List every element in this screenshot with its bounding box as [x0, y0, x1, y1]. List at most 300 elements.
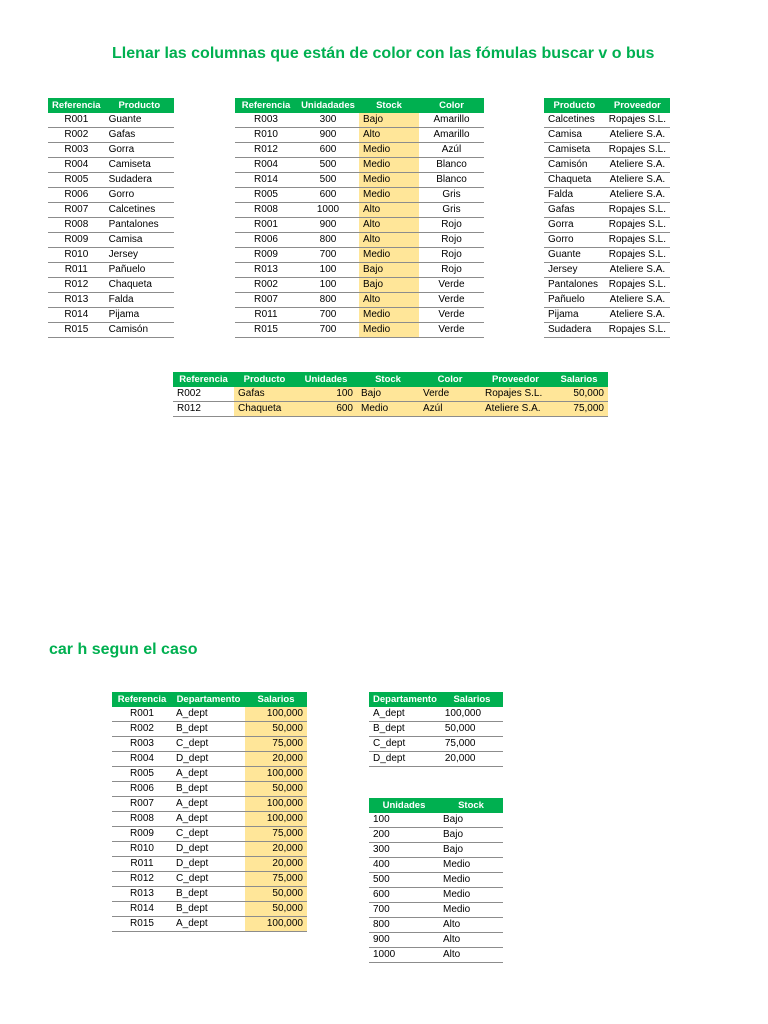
referencia-cell[interactable]: R007	[235, 293, 297, 308]
referencia-cell[interactable]: R014	[48, 308, 105, 323]
referencia-cell[interactable]: R003	[48, 143, 105, 158]
table-row	[544, 308, 670, 323]
header-unidadades: Unidadades	[297, 98, 359, 113]
producto-cell[interactable]: Gafas	[544, 203, 605, 218]
salarios-cell[interactable]: 20,000	[245, 857, 307, 872]
producto-cell[interactable]: Chaqueta	[234, 402, 295, 417]
table-row	[369, 722, 503, 737]
color-cell[interactable]: Verde	[419, 308, 484, 323]
stock-cell[interactable]: Medio	[357, 402, 419, 417]
departamento-cell[interactable]: B_dept	[172, 887, 245, 902]
table-row	[112, 857, 307, 872]
table-row	[369, 948, 503, 963]
unidades-cell[interactable]: 800	[369, 918, 439, 933]
unidades-cell[interactable]: 100	[369, 813, 439, 828]
ref-producto-table	[48, 98, 174, 338]
table-row	[544, 203, 670, 218]
salarios-cell[interactable]: 50,000	[550, 387, 608, 402]
unidades-cell[interactable]: 700	[369, 903, 439, 918]
departamento-cell[interactable]: B_dept	[172, 902, 245, 917]
unidades-cell[interactable]: 100	[297, 278, 359, 293]
proveedor-cell[interactable]: Ateliere S.A.	[605, 308, 670, 323]
salarios-cell[interactable]: 50,000	[245, 782, 307, 797]
table-row	[369, 707, 503, 722]
producto-cell[interactable]: Pantalones	[105, 218, 174, 233]
table-row	[235, 308, 484, 323]
stock-cell[interactable]: Medio	[359, 143, 419, 158]
stock-cell[interactable]: Medio	[439, 903, 503, 918]
stock-cell[interactable]: Medio	[439, 888, 503, 903]
unidades-cell[interactable]: 900	[369, 933, 439, 948]
table-row	[48, 173, 174, 188]
table-row	[112, 827, 307, 842]
departamento-cell[interactable]: C_dept	[369, 737, 441, 752]
color-cell[interactable]: Verde	[419, 387, 481, 402]
table-row	[544, 248, 670, 263]
table-row	[112, 797, 307, 812]
unidades-cell[interactable]: 700	[297, 308, 359, 323]
referencia-cell[interactable]: R002	[48, 128, 105, 143]
salarios-cell[interactable]: 75,000	[245, 737, 307, 752]
table-row	[544, 113, 670, 128]
table-row	[235, 158, 484, 173]
unidades-cell[interactable]: 300	[297, 113, 359, 128]
stock-cell[interactable]: Medio	[359, 308, 419, 323]
color-cell[interactable]: Amarillo	[419, 113, 484, 128]
referencia-cell[interactable]: R004	[235, 158, 297, 173]
referencia-cell[interactable]: R011	[235, 308, 297, 323]
producto-cell[interactable]: Pañuelo	[105, 263, 174, 278]
color-cell[interactable]: Rojo	[419, 248, 484, 263]
departamento-cell[interactable]: B_dept	[369, 722, 441, 737]
color-cell[interactable]: Blanco	[419, 173, 484, 188]
salarios-cell[interactable]: 100,000	[245, 707, 307, 722]
unidades-stock-table	[369, 798, 503, 963]
stock-cell[interactable]: Bajo	[439, 813, 503, 828]
salarios-cell[interactable]: 100,000	[245, 812, 307, 827]
table-row	[235, 218, 484, 233]
unidades-cell[interactable]: 400	[369, 858, 439, 873]
producto-cell[interactable]: Sudadera	[544, 323, 605, 338]
stock-cell[interactable]: Alto	[439, 933, 503, 948]
unidades-cell[interactable]: 1000	[369, 948, 439, 963]
table-row	[112, 737, 307, 752]
unidades-cell[interactable]: 800	[297, 233, 359, 248]
stock-cell[interactable]: Bajo	[357, 387, 419, 402]
producto-cell[interactable]: Jersey	[544, 263, 605, 278]
referencia-cell[interactable]: R007	[48, 203, 105, 218]
referencia-cell[interactable]: R001	[235, 218, 297, 233]
stock-cell[interactable]: Alto	[359, 203, 419, 218]
producto-cell[interactable]: Gafas	[234, 387, 295, 402]
producto-cell[interactable]: Gorro	[105, 188, 174, 203]
producto-cell[interactable]: Pijama	[105, 308, 174, 323]
table-row	[48, 308, 174, 323]
table-row	[369, 813, 503, 828]
unidades-cell[interactable]: 600	[297, 188, 359, 203]
departamento-cell[interactable]: A_dept	[172, 812, 245, 827]
stock-cell[interactable]: Bajo	[359, 278, 419, 293]
producto-cell[interactable]: Falda	[544, 188, 605, 203]
table-row	[48, 143, 174, 158]
table-row	[48, 113, 174, 128]
table-row	[112, 722, 307, 737]
proveedor-cell[interactable]: Ropajes S.L.	[605, 233, 670, 248]
table-row	[48, 218, 174, 233]
table-row	[48, 323, 174, 338]
departamento-cell[interactable]: C_dept	[172, 737, 245, 752]
header-color: Color	[419, 372, 481, 387]
proveedor-cell[interactable]: Ateliere S.A.	[605, 263, 670, 278]
color-cell[interactable]: Azúl	[419, 402, 481, 417]
salarios-cell[interactable]: 20,000	[441, 752, 503, 767]
header-proveedor: Proveedor	[481, 372, 550, 387]
stock-cell[interactable]: Alto	[439, 918, 503, 933]
referencia-cell[interactable]: R003	[112, 737, 172, 752]
table-row	[544, 173, 670, 188]
header-stock: Stock	[359, 98, 419, 113]
table-row	[544, 323, 670, 338]
table-row	[235, 143, 484, 158]
table-row	[235, 263, 484, 278]
stock-cell[interactable]: Medio	[359, 188, 419, 203]
referencia-cell[interactable]: R005	[48, 173, 105, 188]
producto-cell[interactable]: Gorra	[544, 218, 605, 233]
producto-cell[interactable]: Falda	[105, 293, 174, 308]
unidades-cell[interactable]: 600	[297, 143, 359, 158]
table-row	[112, 842, 307, 857]
proveedor-cell[interactable]: Ateliere S.A.	[605, 128, 670, 143]
producto-cell[interactable]: Calcetines	[544, 113, 605, 128]
proveedor-cell[interactable]: Ateliere S.A.	[605, 293, 670, 308]
header-color: Color	[419, 98, 484, 113]
referencia-cell[interactable]: R002	[173, 387, 234, 402]
referencia-cell[interactable]: R010	[112, 842, 172, 857]
salarios-cell[interactable]: 100,000	[245, 917, 307, 932]
header-producto: Producto	[105, 98, 174, 113]
departamento-cell[interactable]: A_dept	[172, 707, 245, 722]
proveedor-cell[interactable]: Ateliere S.A.	[605, 188, 670, 203]
table-row	[544, 278, 670, 293]
salarios-cell[interactable]: 100,000	[245, 767, 307, 782]
salarios-cell[interactable]: 20,000	[245, 752, 307, 767]
referencia-cell[interactable]: R001	[48, 113, 105, 128]
unidades-cell[interactable]: 900	[297, 128, 359, 143]
unidades-cell[interactable]: 500	[369, 873, 439, 888]
departamento-cell[interactable]: A_dept	[172, 767, 245, 782]
departamento-cell[interactable]: A_dept	[172, 917, 245, 932]
salarios-cell[interactable]: 50,000	[441, 722, 503, 737]
referencia-cell[interactable]: R014	[235, 173, 297, 188]
referencia-cell[interactable]: R004	[112, 752, 172, 767]
unidades-cell[interactable]: 500	[297, 158, 359, 173]
stock-cell[interactable]: Medio	[359, 158, 419, 173]
unidades-cell[interactable]: 900	[297, 218, 359, 233]
producto-cell[interactable]: Guante	[105, 113, 174, 128]
instructions-title: Llenar las columnas que están de color con las fómulas buscar v o bus	[112, 45, 655, 62]
salarios-cell[interactable]: 50,000	[245, 902, 307, 917]
departamento-cell[interactable]: C_dept	[172, 827, 245, 842]
referencia-cell[interactable]: R015	[235, 323, 297, 338]
proveedor-cell[interactable]: Ropajes S.L.	[605, 143, 670, 158]
departamento-cell[interactable]: A_dept	[172, 797, 245, 812]
table-row	[544, 218, 670, 233]
table-row	[48, 263, 174, 278]
table-row	[235, 323, 484, 338]
referencia-cell[interactable]: R013	[235, 263, 297, 278]
table-row	[48, 128, 174, 143]
producto-cell[interactable]: Camisa	[105, 233, 174, 248]
salarios-cell[interactable]: 50,000	[245, 722, 307, 737]
unidades-cell[interactable]: 600	[369, 888, 439, 903]
header-stock: Stock	[357, 372, 419, 387]
color-cell[interactable]: Amarillo	[419, 128, 484, 143]
color-cell[interactable]: Azúl	[419, 143, 484, 158]
salarios-cell[interactable]: 75,000	[550, 402, 608, 417]
color-cell[interactable]: Rojo	[419, 218, 484, 233]
referencia-cell[interactable]: R015	[112, 917, 172, 932]
producto-cell[interactable]: Guante	[544, 248, 605, 263]
header-salarios: Salarios	[441, 692, 503, 707]
table-row	[369, 752, 503, 767]
table-row	[48, 248, 174, 263]
header-unidades: Unidades	[369, 798, 439, 813]
instructions-title-continued: car h segun el caso	[49, 641, 198, 658]
table-row	[48, 158, 174, 173]
unidades-cell[interactable]: 600	[295, 402, 357, 417]
producto-cell[interactable]: Camisa	[544, 128, 605, 143]
table-row	[112, 782, 307, 797]
referencia-cell[interactable]: R012	[48, 278, 105, 293]
referencia-cell[interactable]: R002	[235, 278, 297, 293]
stock-cell[interactable]: Alto	[359, 293, 419, 308]
referencia-cell[interactable]: R011	[112, 857, 172, 872]
table-row	[235, 173, 484, 188]
unidades-cell[interactable]: 200	[369, 828, 439, 843]
producto-cell[interactable]: Camisón	[544, 158, 605, 173]
header-departamento: Departamento	[369, 692, 441, 707]
salarios-cell[interactable]: 20,000	[245, 842, 307, 857]
referencia-cell[interactable]: R007	[112, 797, 172, 812]
referencia-cell[interactable]: R012	[235, 143, 297, 158]
referencia-cell[interactable]: R009	[48, 233, 105, 248]
color-cell[interactable]: Verde	[419, 278, 484, 293]
referencia-cell[interactable]: R009	[112, 827, 172, 842]
table-row	[48, 233, 174, 248]
proveedor-cell[interactable]: Ateliere S.A.	[605, 173, 670, 188]
referencia-cell[interactable]: R011	[48, 263, 105, 278]
stock-cell[interactable]: Medio	[439, 873, 503, 888]
referencia-cell[interactable]: R012	[112, 872, 172, 887]
header-departamento: Departamento	[172, 692, 245, 707]
summary-table	[173, 372, 608, 417]
referencia-cell[interactable]: R006	[235, 233, 297, 248]
stock-cell[interactable]: Bajo	[359, 263, 419, 278]
table-row	[544, 233, 670, 248]
table-row	[369, 873, 503, 888]
header-referencia: Referencia	[173, 372, 234, 387]
salarios-cell[interactable]: 100,000	[245, 797, 307, 812]
unidades-cell[interactable]: 700	[297, 323, 359, 338]
table-row	[235, 278, 484, 293]
stock-cell[interactable]: Medio	[439, 858, 503, 873]
table-row	[173, 387, 608, 402]
table-row	[369, 933, 503, 948]
producto-cell[interactable]: Camisón	[105, 323, 174, 338]
referencia-cell[interactable]: R010	[235, 128, 297, 143]
producto-cell[interactable]: Jersey	[105, 248, 174, 263]
table-row	[544, 128, 670, 143]
color-cell[interactable]: Gris	[419, 188, 484, 203]
unidades-cell[interactable]: 100	[295, 387, 357, 402]
table-row	[48, 188, 174, 203]
salarios-cell[interactable]: 75,000	[441, 737, 503, 752]
proveedor-cell[interactable]: Ateliere S.A.	[605, 158, 670, 173]
referencia-cell[interactable]: R010	[48, 248, 105, 263]
table-row	[544, 143, 670, 158]
referencia-cell[interactable]: R003	[235, 113, 297, 128]
header-stock: Stock	[439, 798, 503, 813]
unidades-cell[interactable]: 100	[297, 263, 359, 278]
color-cell[interactable]: Verde	[419, 293, 484, 308]
referencia-cell[interactable]: R013	[112, 887, 172, 902]
table-row	[544, 158, 670, 173]
referencia-cell[interactable]: R008	[235, 203, 297, 218]
table-row	[112, 752, 307, 767]
producto-cell[interactable]: Chaqueta	[105, 278, 174, 293]
producto-cell[interactable]: Camiseta	[544, 143, 605, 158]
departamento-cell[interactable]: D_dept	[172, 857, 245, 872]
stock-cell[interactable]: Medio	[359, 173, 419, 188]
referencia-cell[interactable]: R015	[48, 323, 105, 338]
salarios-cell[interactable]: 75,000	[245, 872, 307, 887]
proveedor-cell[interactable]: Ropajes S.L.	[605, 248, 670, 263]
stock-cell[interactable]: Alto	[359, 233, 419, 248]
departamento-cell[interactable]: D_dept	[172, 752, 245, 767]
stock-cell[interactable]: Medio	[359, 248, 419, 263]
table-row	[544, 263, 670, 278]
table-row	[112, 917, 307, 932]
salarios-cell[interactable]: 100,000	[441, 707, 503, 722]
unidades-cell[interactable]: 300	[369, 843, 439, 858]
referencia-cell[interactable]: R005	[235, 188, 297, 203]
header-salarios: Salarios	[245, 692, 307, 707]
referencia-cell[interactable]: R008	[112, 812, 172, 827]
departamento-cell[interactable]: D_dept	[172, 842, 245, 857]
referencia-cell[interactable]: R004	[48, 158, 105, 173]
stock-cell[interactable]: Alto	[359, 128, 419, 143]
header-referencia: Referencia	[235, 98, 297, 113]
producto-proveedor-table	[544, 98, 670, 338]
header-salarios: Salarios	[550, 372, 608, 387]
proveedor-cell[interactable]: Ropajes S.L.	[605, 278, 670, 293]
unidades-cell[interactable]: 500	[297, 173, 359, 188]
table-row	[48, 293, 174, 308]
unidades-cell[interactable]: 800	[297, 293, 359, 308]
referencia-cell[interactable]: R014	[112, 902, 172, 917]
referencia-cell[interactable]: R002	[112, 722, 172, 737]
referencia-cell[interactable]: R009	[235, 248, 297, 263]
table-row	[544, 188, 670, 203]
referencia-cell[interactable]: R005	[112, 767, 172, 782]
departamento-cell[interactable]: B_dept	[172, 782, 245, 797]
unidades-cell[interactable]: 700	[297, 248, 359, 263]
producto-cell[interactable]: Sudadera	[105, 173, 174, 188]
table-row	[235, 248, 484, 263]
departamento-cell[interactable]: C_dept	[172, 872, 245, 887]
producto-cell[interactable]: Chaqueta	[544, 173, 605, 188]
dept-salarios-table	[369, 692, 503, 767]
referencia-cell[interactable]: R006	[48, 188, 105, 203]
color-cell[interactable]: Gris	[419, 203, 484, 218]
referencia-cell[interactable]: R013	[48, 293, 105, 308]
producto-cell[interactable]: Pijama	[544, 308, 605, 323]
table-row	[235, 113, 484, 128]
header-producto: Producto	[544, 98, 605, 113]
header-referencia: Referencia	[112, 692, 172, 707]
unidades-cell[interactable]: 1000	[297, 203, 359, 218]
stock-cell[interactable]: Alto	[439, 948, 503, 963]
departamento-cell[interactable]: A_dept	[369, 707, 441, 722]
stock-cell[interactable]: Medio	[359, 323, 419, 338]
table-row	[369, 858, 503, 873]
proveedor-cell[interactable]: Ropajes S.L.	[605, 323, 670, 338]
color-cell[interactable]: Verde	[419, 323, 484, 338]
proveedor-cell[interactable]: Ropajes S.L.	[605, 218, 670, 233]
departamento-cell[interactable]: B_dept	[172, 722, 245, 737]
proveedor-cell[interactable]: Ropajes S.L.	[605, 203, 670, 218]
table-row	[48, 278, 174, 293]
departamento-cell[interactable]: D_dept	[369, 752, 441, 767]
referencia-cell[interactable]: R001	[112, 707, 172, 722]
table-row	[235, 293, 484, 308]
producto-cell[interactable]: Camiseta	[105, 158, 174, 173]
table-row	[112, 767, 307, 782]
color-cell[interactable]: Rojo	[419, 233, 484, 248]
salarios-cell[interactable]: 75,000	[245, 827, 307, 842]
proveedor-cell[interactable]: Ropajes S.L.	[605, 113, 670, 128]
producto-cell[interactable]: Calcetines	[105, 203, 174, 218]
table-row	[112, 872, 307, 887]
proveedor-cell[interactable]: Ateliere S.A.	[481, 402, 550, 417]
producto-cell[interactable]: Pantalones	[544, 278, 605, 293]
referencia-cell[interactable]: R012	[173, 402, 234, 417]
table-row	[112, 812, 307, 827]
producto-cell[interactable]: Gorra	[105, 143, 174, 158]
stock-cell[interactable]: Bajo	[439, 828, 503, 843]
salarios-table	[112, 692, 307, 932]
header-unidades: Unidades	[295, 372, 357, 387]
proveedor-cell[interactable]: Ropajes S.L.	[481, 387, 550, 402]
table-row	[235, 203, 484, 218]
producto-cell[interactable]: Gorro	[544, 233, 605, 248]
table-row	[369, 843, 503, 858]
producto-cell[interactable]: Gafas	[105, 128, 174, 143]
color-cell[interactable]: Rojo	[419, 263, 484, 278]
stock-cell[interactable]: Alto	[359, 218, 419, 233]
table-row	[369, 888, 503, 903]
stock-cell[interactable]: Bajo	[439, 843, 503, 858]
producto-cell[interactable]: Pañuelo	[544, 293, 605, 308]
color-cell[interactable]: Blanco	[419, 158, 484, 173]
salarios-cell[interactable]: 50,000	[245, 887, 307, 902]
referencia-cell[interactable]: R006	[112, 782, 172, 797]
stock-cell[interactable]: Bajo	[359, 113, 419, 128]
referencia-cell[interactable]: R008	[48, 218, 105, 233]
table-row	[369, 903, 503, 918]
header-proveedor: Proveedor	[605, 98, 670, 113]
table-row	[235, 188, 484, 203]
